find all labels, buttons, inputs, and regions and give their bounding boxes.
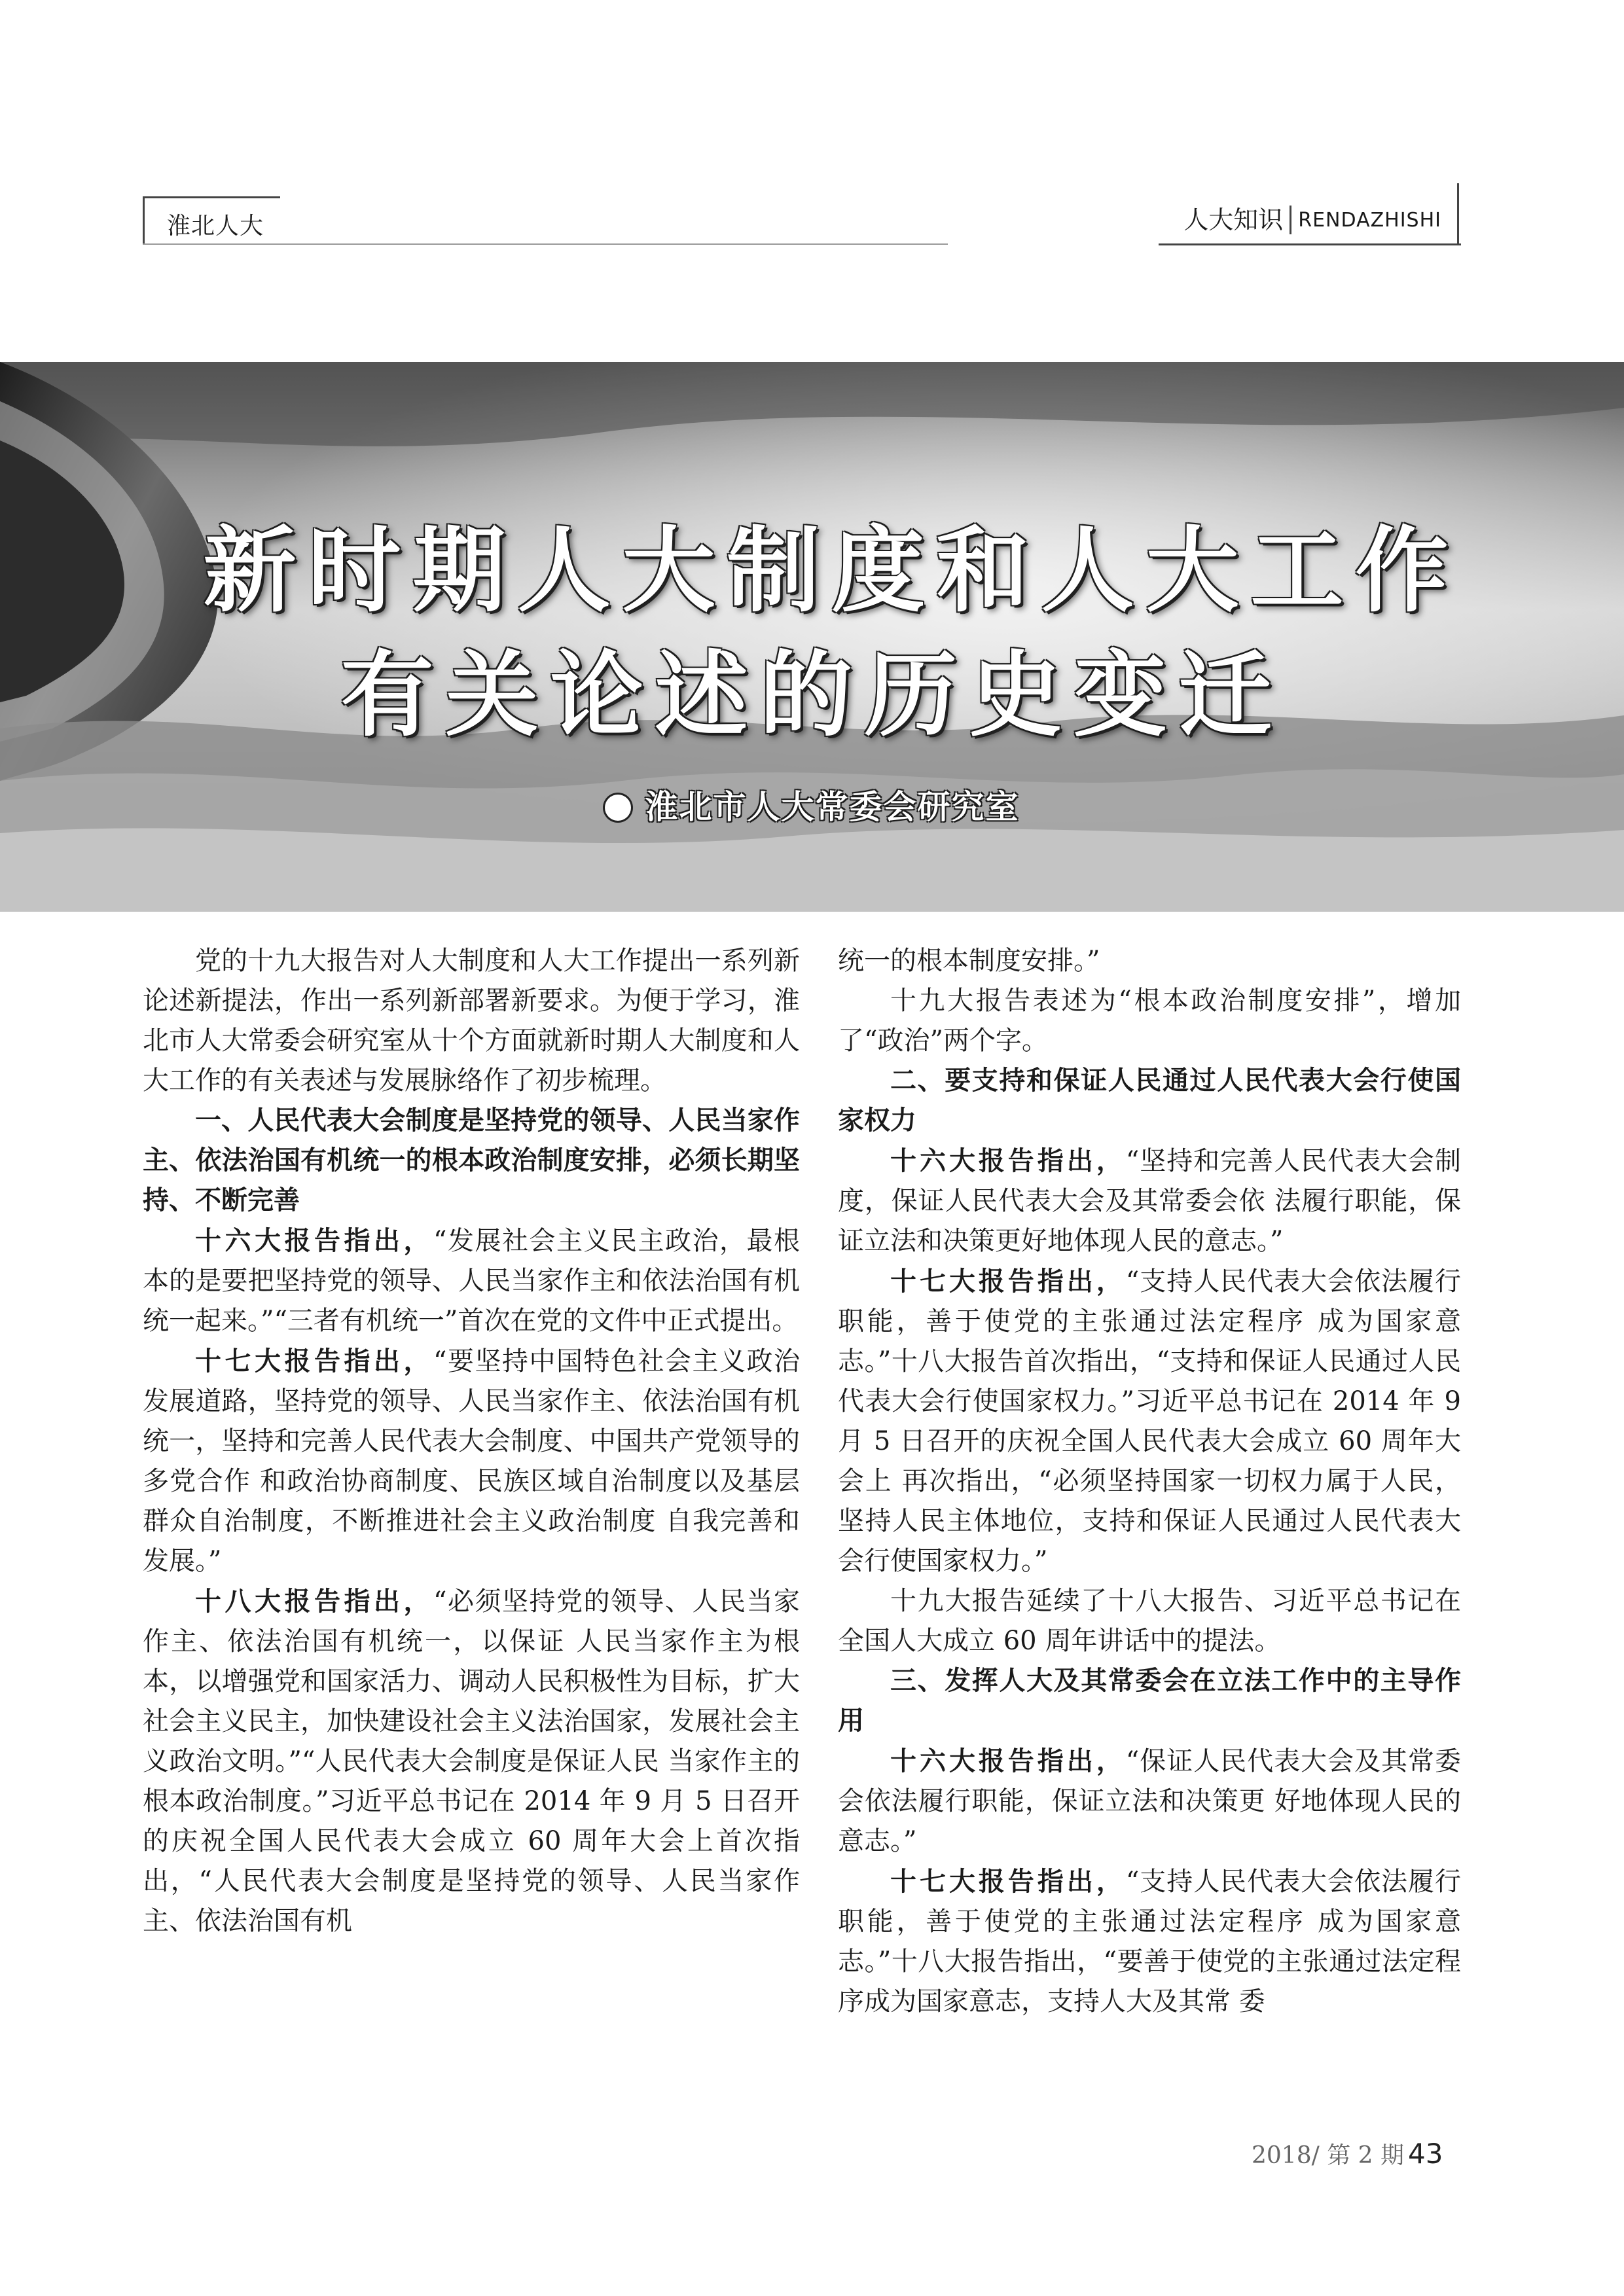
- paragraph: [143, 1341, 800, 1581]
- article-title-line-1: 新时期人大制度和人大工作: [203, 517, 1460, 625]
- page-number: 43: [1407, 2138, 1443, 2170]
- report-lead: 十六大报告指出，: [890, 1145, 1126, 1176]
- paragraph: [838, 1141, 1461, 1261]
- section-heading-2: 二、要支持和保证人民通过人民代表大会行使国家权力: [838, 1066, 1461, 1136]
- section-name-cn: 人大知识: [1183, 206, 1291, 234]
- paragraph: [838, 1861, 1461, 2022]
- page-footer: [1252, 2137, 1443, 2170]
- paragraph-text: “支持人民代表大会依法履行职能，善于使党的主张通过法定程序 成为国家意志。”十八大报告首次指出，“支持和保证人民通过人民代表大会行使国家权力。”习近平总书记在 2014 年 9 月 5 日召开的庆祝全国人民代表大会成立 60 周年大会上 再次指出，“必须坚持国家一切权力属于人民，坚持人民主体地位，支持和保证人民通过人民代表大会行使国家权力。”: [838, 1266, 1462, 1576]
- article-column-right: [838, 941, 1461, 2022]
- header-rule-right: [1159, 243, 1461, 245]
- running-head-right: [1183, 183, 1459, 243]
- author-name: 淮北市人大常委会研究室: [645, 788, 1020, 826]
- report-lead: 十七大报告指出，: [195, 1346, 434, 1376]
- running-head-left: [143, 196, 280, 243]
- paragraph: [143, 1221, 800, 1341]
- paragraph: [838, 1741, 1461, 1861]
- article-title-line-2: 有关论述的历史变迁: [340, 641, 1284, 749]
- report-lead: 十六大报告指出，: [890, 1746, 1126, 1776]
- paragraph: 党的十九大报告对人大制度和人大工作提出一系列新论述新提法，作出一系列新部署新要求。为便于学习，淮北市人大常委会研究室从十个方面就新时期人大制度和人大工作的有关表述与发展脉络作了初步梳理。: [143, 946, 800, 1096]
- issue-label: 2018/ 第 2 期: [1252, 2142, 1404, 2169]
- paragraph: 十九大报告表述为“根本政治制度安排”，增加了“政治”两个字。: [838, 986, 1461, 1056]
- article-column-left: [143, 941, 800, 1941]
- paragraph-text: “支持人民代表大会依法履行职能，善于使党的主张通过法定程序 成为国家意志。”十八大报告指出，“要善于使党的主张通过法定程序成为国家意志，支持人大及其常 委: [838, 1867, 1462, 2017]
- section-name-en: RENDAZHISHI: [1298, 208, 1441, 232]
- paragraph-text: “坚持和完善人民代表大会制度，保证人民代表大会及其常委会依 法履行职能，保证立法和决策更好地体现人民的意志。”: [838, 1146, 1462, 1256]
- paragraph: [838, 1261, 1461, 1581]
- paragraph: 十九大报告延续了十八大报告、习近平总书记在全国人大成立 60 周年讲话中的提法。: [838, 1586, 1461, 1656]
- header-rule-left: [143, 243, 948, 245]
- paragraph-text: “必须坚持党的领导、人民当家作主、依法治国有机统一，以保证 人民当家作主为根本，以增强党和国家活力、调动人民积极性为目标，扩大社会主义民主，加快建设社会主义法治国家，发展社会主义政治文明。”“人民代表大会制度是保证人民 当家作主的根本政治制度。”习近平总书记在 2014 年 9 月 5 日召开的庆祝全国人民代表大会成立 60 周年大会上首次指出，“人民代表大会制度是坚持党的领导、人民当家作主、依法治国有机: [143, 1587, 801, 1936]
- author-byline: [0, 781, 1624, 828]
- bullet-icon: [605, 795, 631, 821]
- report-lead: 十六大报告指出，: [195, 1225, 434, 1256]
- journal-name: 淮北人大: [167, 213, 264, 240]
- section-heading-1: 一、人民代表大会制度是坚持党的领导、人民当家作主、依法治国有机统一的根本政治制度安排，必须长期坚持、不断完善: [143, 1105, 800, 1215]
- section-heading-3: 三、发挥人大及其常委会在立法工作中的主导作用: [838, 1666, 1461, 1736]
- paragraph-text: “保证人民代表大会及其常委会依法履行职能，保证立法和决策更 好地体现人民的意志。”: [838, 1746, 1462, 1856]
- paragraph: 统一的根本制度安排。”: [838, 946, 1100, 976]
- paragraph-text: “要坚持中国特色社会主义政治发展道路，坚持党的领导、人民当家作主、依法治国有机统一，坚持和完善人民代表大会制度、中国共产党领导的多党合作 和政治协商制度、民族区域自治制度以及基层群众自治制度，不断推进社会主义政治制度 自我完善和发展。”: [143, 1346, 801, 1576]
- report-lead: 十七大报告指出，: [890, 1266, 1126, 1297]
- report-lead: 十七大报告指出，: [890, 1866, 1126, 1897]
- paragraph: [143, 1581, 800, 1941]
- paragraph-text: “发展社会主义民主政治，最根本的是要把坚持党的领导、人民当家作主和依法治国有机统一起来。”“三者有机统一”首次在党的文件中正式提出。: [143, 1226, 801, 1336]
- title-banner: [0, 362, 1624, 912]
- report-lead: 十八大报告指出，: [195, 1586, 434, 1617]
